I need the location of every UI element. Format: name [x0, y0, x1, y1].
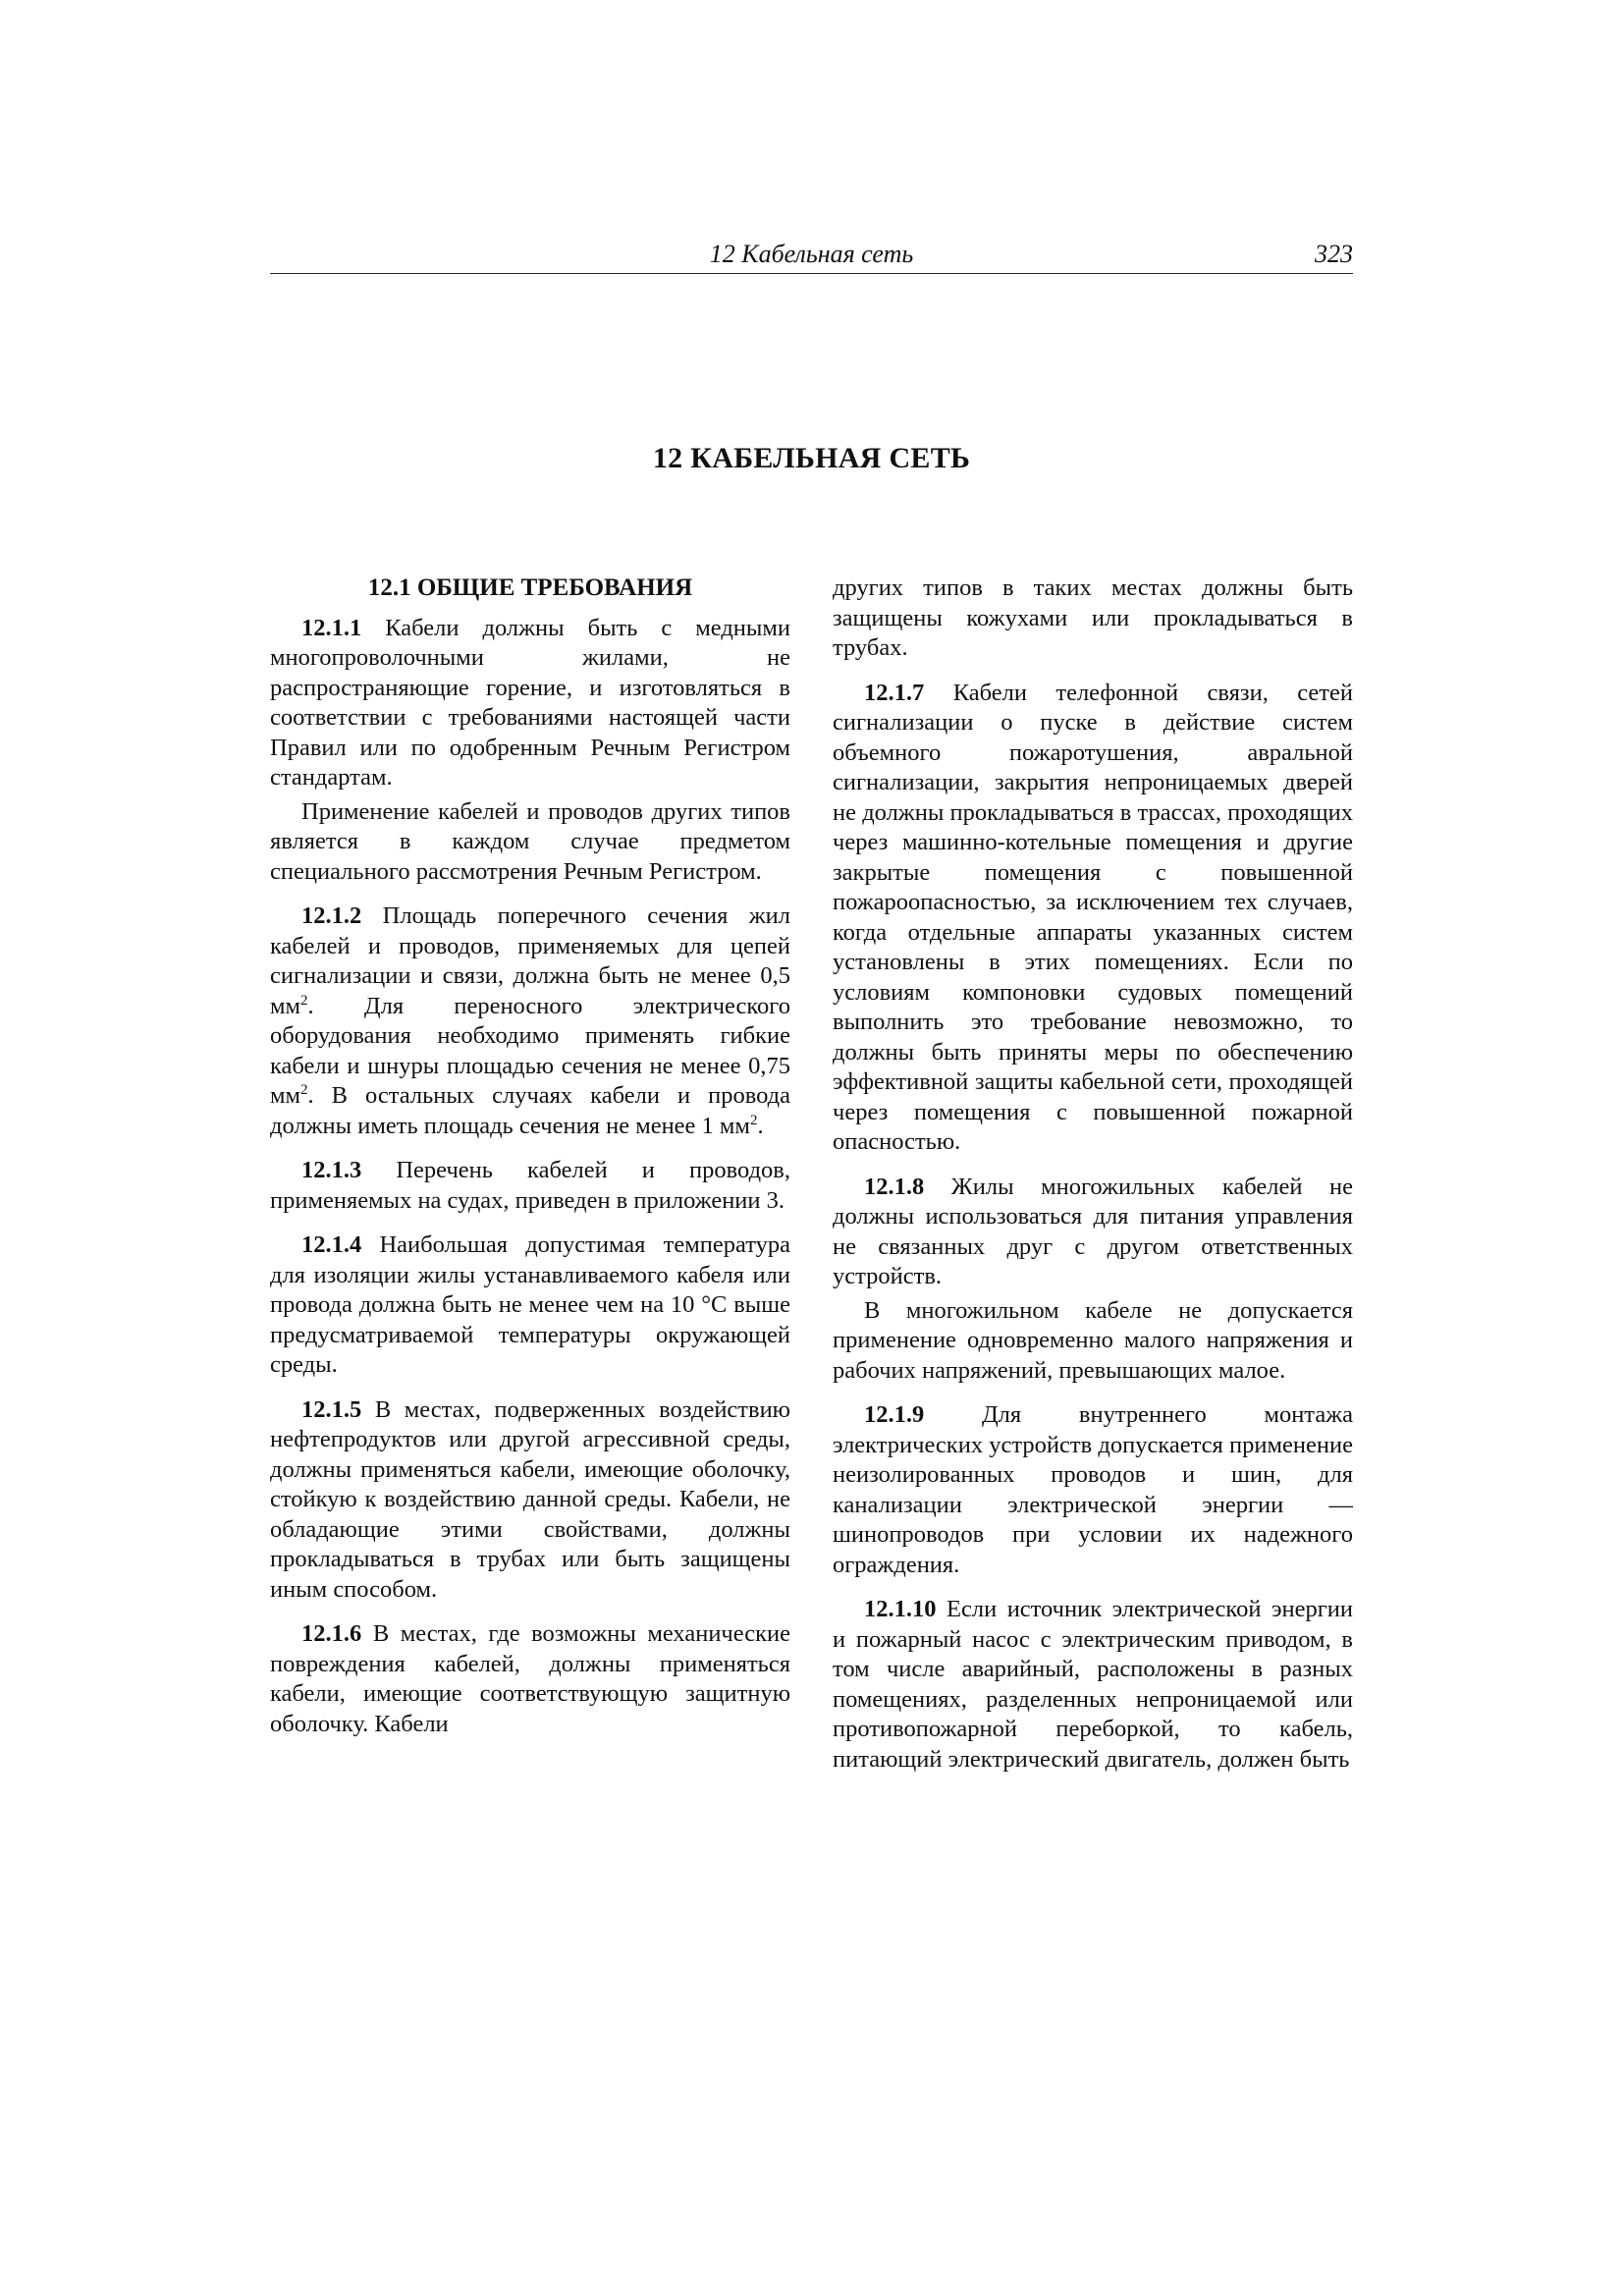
clause-text: Кабели должны быть с медными многопроволочными жилами, не распространяющие горение, и изготовляться в соответствии с требованиями настоящей части Правил или по одобренным Речным Регистром стандартам.	[270, 614, 790, 791]
clause-text: . Для переносного электрического оборудования необходимо применять гибкие кабели и шнуры площадью сечения не менее 0,75 мм	[270, 992, 790, 1109]
running-header	[270, 240, 1353, 274]
paragraph-12-1-1-b: Применение кабелей и проводов других типов является в каждом случае предметом специального рассмотрения Речным Регистром.	[270, 797, 790, 885]
clause-text: Перечень кабелей и проводов, применяемых на судах, приведен в приложении 3.	[270, 1157, 790, 1214]
clause-number: 12.1.10	[864, 1596, 937, 1622]
paragraph-12-1-9	[833, 1400, 1353, 1580]
clause-text: Площадь поперечного сечения жил кабелей и проводов, применяемых для цепей сигнализации и связи, должна быть не менее 0,5 мм	[270, 902, 790, 1019]
clause-number: 12.1.9	[864, 1401, 925, 1428]
clause-number: 12.1.7	[864, 679, 925, 706]
clause-number: 12.1.3	[301, 1157, 362, 1183]
superscript: 2	[300, 992, 308, 1009]
paragraph-12-1-8	[833, 1173, 1353, 1292]
clause-number: 12.1.1	[301, 614, 362, 641]
clause-text: Жилы многожильных кабелей не должны использоваться для питания управления не связанных друг с другом ответственных устройств.	[833, 1173, 1353, 1289]
paragraph-12-1-4	[270, 1230, 790, 1381]
paragraph-12-1-7	[833, 679, 1353, 1158]
clause-text: Кабели телефонной связи, сетей сигнализации о пуске в действие систем объемного пожаротушения, авральной сигнализации, закрытия непроницаемых дверей не должны прокладываться в трассах, проходящих через машинно-котельные помещения и другие закрытые помещения с повышенной пожароопасностью, за исключением тех случаев, когда отдельные аппараты указанных систем установлены в этих помещениях. Если по условиям компоновки судовых помещений выполнить это требование невозможно, то должны быть приняты меры по обеспечению эффективной защиты кабельной сети, проходящей через помещения с повышенной пожарной опасностью.	[833, 679, 1353, 1155]
paragraph-12-1-6-continued: других типов в таких местах должны быть защищены кожухами или прокладываться в трубах.	[833, 574, 1353, 661]
paragraph-12-1-10	[833, 1595, 1353, 1775]
clause-number: 12.1.8	[864, 1173, 925, 1200]
clause-text: Наибольшая допустимая температура для изоляции жилы устанавливаемого кабеля или провода должна быть не менее чем на 10 °C выше предусматриваемой температуры окружающей среды.	[270, 1231, 790, 1378]
clause-number: 12.1.2	[301, 902, 362, 929]
right-column	[833, 574, 1353, 1775]
clause-text: . В остальных случаях кабели и провода должны иметь площадь сечения не менее 1 мм	[270, 1082, 790, 1139]
paragraph-12-1-1	[270, 614, 790, 793]
clause-text: Если источник электрической энергии и пожарный насос с электрическим приводом, в том числе аварийный, расположены в разных помещениях, разделенных непроницаемой или противопожарной переборкой, то кабель, питающий электрический двигатель, должен быть	[833, 1596, 1353, 1773]
clause-number: 12.1.5	[301, 1395, 362, 1423]
clause-text: Для внутреннего монтажа электрических устройств допускается применение неизолированных проводов и шин, для канализации электрической энергии — шинопроводов при условии их надежного ограждения.	[833, 1401, 1353, 1578]
paragraph-12-1-8-b: В многожильном кабеле не допускается применение одновременно малого напряжения и рабочих напряжений, превышающих малое.	[833, 1296, 1353, 1384]
superscript: 2	[749, 1112, 758, 1128]
clause-number: 12.1.4	[301, 1231, 362, 1258]
page-number: 323	[1315, 240, 1353, 268]
paragraph-12-1-3	[270, 1156, 790, 1216]
clause-number: 12.1.6	[301, 1620, 362, 1647]
clause-text: .	[757, 1112, 764, 1139]
paragraph-12-1-5	[270, 1395, 790, 1606]
left-column	[270, 574, 790, 1739]
running-title: 12 Кабельная сеть	[709, 240, 914, 268]
paragraph-12-1-2	[270, 902, 790, 1141]
clause-text: В местах, где возможны механические повреждения кабелей, должны применяться кабели, имеющие соответствующую защитную оболочку. Кабели	[270, 1620, 790, 1737]
section-title: 12.1 ОБЩИЕ ТРЕБОВАНИЯ	[367, 574, 693, 601]
chapter-title: 12 КАБЕЛЬНАЯ СЕТЬ	[652, 442, 971, 474]
clause-text: В местах, подверженных воздействию нефтепродуктов или другой агрессивной среды, должны применяться кабели, имеющие оболочку, стойкую к воздействию данной среды. Кабели, не обладающие этими свойствами, должны прокладываться в трубах или быть защищены иным способом.	[270, 1395, 790, 1603]
paragraph-12-1-6	[270, 1619, 790, 1739]
superscript: 2	[300, 1082, 308, 1098]
